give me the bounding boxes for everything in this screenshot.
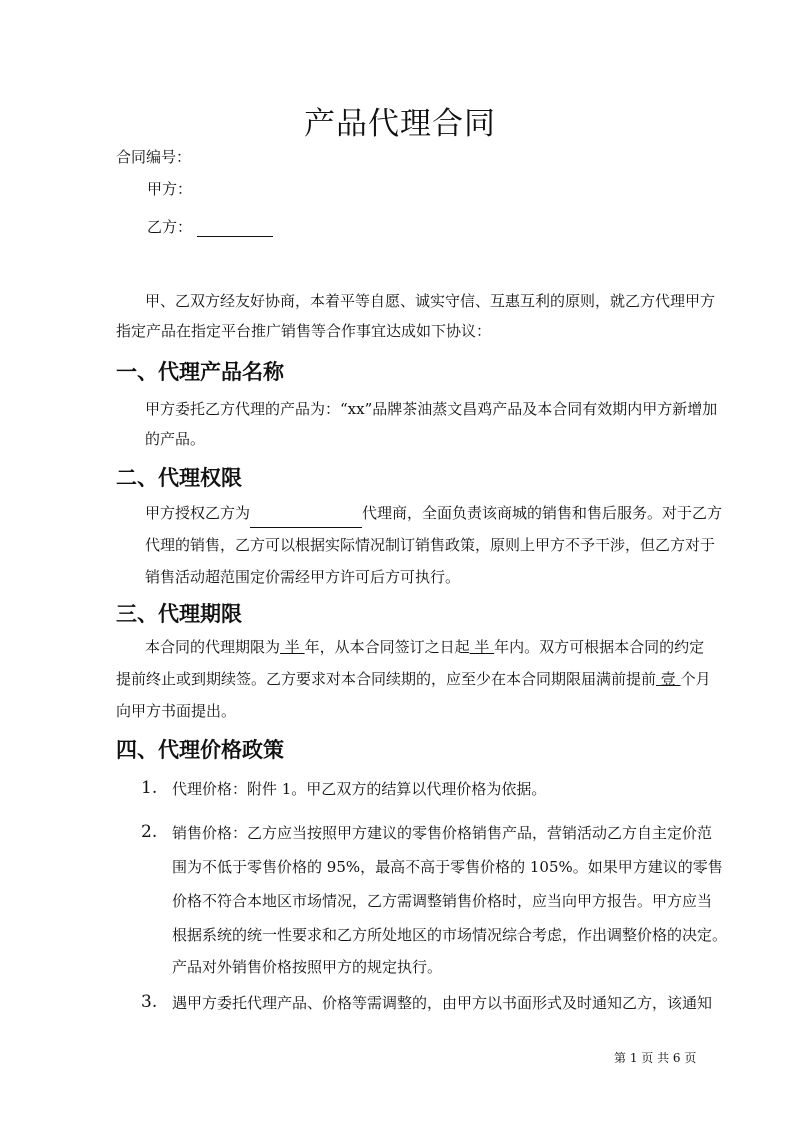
party-b-blank[interactable] [197, 220, 273, 237]
list-item-line: 围为不低于零售价格的 95%，最高不高于零售价格的 105%。如果甲方建议的零售 [172, 858, 723, 876]
renewal-notice-value: 壹 [656, 670, 681, 688]
section-2-heading: 二、代理权限 [116, 466, 242, 490]
section-3-line-1-c: 年内。双方可根据本合同的约定 [494, 638, 705, 656]
document-title: 产品代理合同 [304, 106, 496, 142]
section-3-line-2-a: 提前终止或到期续签。乙方要求对本合同续期的，应至少在本合同期限届满前提前 [116, 670, 657, 688]
section-1-line-1: 甲方委托乙方代理的产品为：“xx”品牌茶油蒸文昌鸡产品及本合同有效期内甲方新增加 [145, 400, 718, 418]
list-item-number: 3. [141, 992, 158, 1012]
list-item-line: 产品对外销售价格按照甲方的规定执行。 [172, 958, 443, 976]
section-1-heading: 一、代理产品名称 [116, 360, 284, 384]
section-1-line-2: 的产品。 [145, 430, 206, 448]
list-item-number: 1. [141, 778, 158, 798]
intro-line-2: 指定产品在指定平台推广销售等合作事宜达成如下协议： [116, 322, 492, 340]
section-4-heading: 四、代理价格政策 [116, 738, 284, 762]
list-item-line: 遇甲方委托代理产品、价格等需调整的，由甲方以书面形式及时通知乙方，该通知 [172, 994, 713, 1012]
contract-number-label: 合同编号： [116, 148, 192, 166]
section-3-line-1-a: 本合同的代理期限为 [145, 638, 281, 656]
section-2-line-3: 销售活动超范围定价需经甲方许可后方可执行。 [145, 568, 461, 586]
section-3-line-2 [116, 664, 711, 694]
term-start-value: 半 [469, 638, 495, 656]
list-item-line: 根据系统的统一性要求和乙方所处地区的市场情况综合考虑，作出调整价格的决定。 [172, 926, 728, 944]
list-item-line: 价格不符合本地区市场情况，乙方需调整销售价格时，应当向甲方报告。甲方应当 [172, 892, 713, 910]
section-2-line-1-b: 代理商，全面负责该商城的销售和售后服务。对于乙方 [362, 504, 723, 522]
list-item-line: 代理价格：附件 1。甲乙双方的结算以代理价格为依据。 [172, 780, 547, 798]
party-a-field [147, 178, 192, 199]
dealer-type-blank[interactable] [250, 511, 362, 528]
party-b-field [147, 216, 273, 237]
section-3-line-1-b: 年，从本合同签订之日起 [304, 638, 470, 656]
contract-number-field [116, 146, 191, 167]
term-years-value: 半 [280, 638, 305, 656]
section-3-line-1 [145, 632, 704, 662]
page-footer: 第 1 页 共 6 页 [614, 1051, 697, 1065]
section-2-line-2: 代理的销售，乙方可以根据实际情况制订销售政策，原则上甲方不予干涉，但乙方对于 [145, 536, 716, 554]
party-a-label: 甲方： [147, 180, 193, 198]
section-2-line-1 [145, 498, 722, 528]
section-3-heading: 三、代理期限 [116, 602, 242, 626]
section-3-line-3: 向甲方书面提出。 [116, 702, 237, 720]
list-item-number: 2. [141, 822, 158, 842]
list-item-line: 销售价格：乙方应当按照甲方建议的零售价格销售产品，营销活动乙方自主定价范 [172, 824, 713, 842]
intro-line-1: 甲、乙双方经友好协商，本着平等自愿、诚实守信、互惠互利的原则，就乙方代理甲方 [145, 292, 716, 310]
party-b-label: 乙方： [147, 218, 193, 236]
section-2-line-1-a: 甲方授权乙方为 [145, 504, 251, 522]
section-3-line-2-b: 个月 [680, 670, 711, 688]
